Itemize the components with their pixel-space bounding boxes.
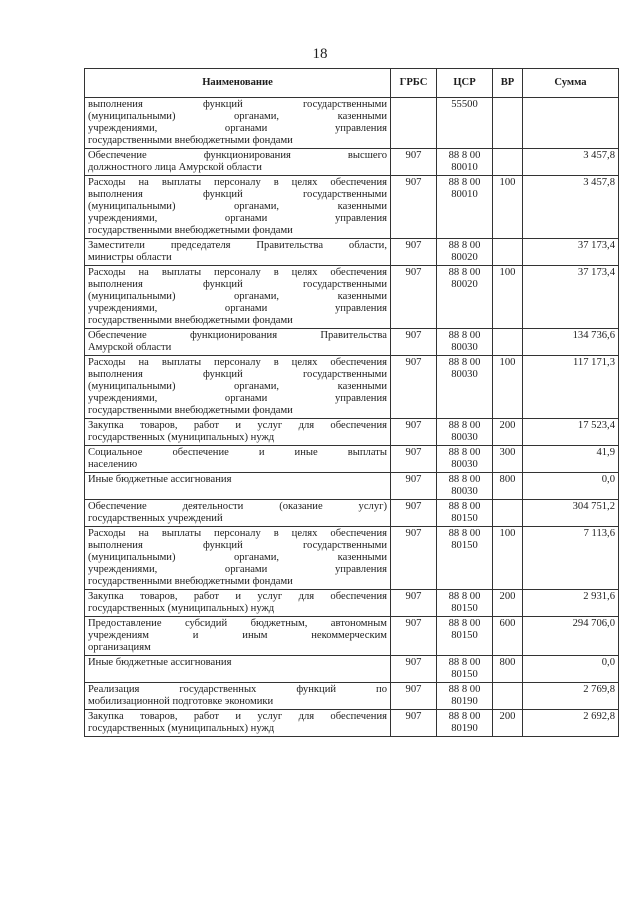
cell-vr: 200 — [493, 419, 523, 446]
name-line: Закупка товаров, работ и услуг для обеспечения — [88, 711, 387, 722]
budget-table — [84, 68, 619, 737]
cell-csr: 88 8 00 80010 — [437, 149, 493, 176]
cell-csr: 88 8 00 80020 — [437, 266, 493, 329]
name-line: Обеспечение функционирования Правительства — [88, 330, 387, 341]
name-line: мобилизационной подготовке экономики — [88, 696, 274, 707]
cell-name — [85, 656, 391, 683]
name-line: учреждениями, органами управления — [88, 213, 387, 224]
name-line: учреждениями, органами управления — [88, 393, 387, 404]
cell-vr — [493, 239, 523, 266]
cell-sum: 3 457,8 — [523, 176, 619, 239]
cell-vr — [493, 149, 523, 176]
table-row — [85, 617, 619, 656]
cell-name — [85, 446, 391, 473]
cell-name — [85, 683, 391, 710]
cell-sum: 7 113,6 — [523, 527, 619, 590]
name-line: (муниципальными) органами, казенными — [88, 201, 387, 212]
name-line: учреждениям и иным некоммерческим — [88, 630, 387, 641]
table-row — [85, 266, 619, 329]
cell-csr: 88 8 00 80150 — [437, 656, 493, 683]
table-row — [85, 239, 619, 266]
cell-name — [85, 176, 391, 239]
cell-vr: 200 — [493, 590, 523, 617]
cell-sum: 304 751,2 — [523, 500, 619, 527]
name-line: учреждениями, органами управления — [88, 303, 387, 314]
cell-csr: 88 8 00 80030 — [437, 473, 493, 500]
cell-vr: 100 — [493, 527, 523, 590]
cell-sum: 134 736,6 — [523, 329, 619, 356]
cell-vr: 100 — [493, 176, 523, 239]
name-line: государственных (муниципальных) нужд — [88, 603, 275, 614]
cell-vr: 800 — [493, 473, 523, 500]
table-row — [85, 419, 619, 446]
name-line: выполнения функций государственными — [88, 279, 387, 290]
page-number: 18 — [312, 46, 328, 62]
cell-vr — [493, 500, 523, 527]
cell-vr: 600 — [493, 617, 523, 656]
name-line: Заместители председателя Правительства области, — [88, 240, 387, 251]
name-line: (муниципальными) органами, казенными — [88, 552, 387, 563]
cell-grbs: 907 — [391, 329, 437, 356]
cell-name — [85, 617, 391, 656]
name-line: Социальное обеспечение и иные выплаты — [88, 447, 387, 458]
cell-csr: 88 8 00 80010 — [437, 176, 493, 239]
table-row — [85, 683, 619, 710]
table-row — [85, 176, 619, 239]
table-row — [85, 329, 619, 356]
cell-sum: 2 692,8 — [523, 710, 619, 737]
table-row — [85, 527, 619, 590]
header-name: Наименование — [85, 69, 391, 98]
cell-csr: 88 8 00 80020 — [437, 239, 493, 266]
name-line: Расходы на выплаты персоналу в целях обеспечения — [88, 528, 387, 539]
header-grbs: ГРБС — [391, 69, 437, 98]
cell-sum: 37 173,4 — [523, 239, 619, 266]
cell-name — [85, 239, 391, 266]
name-line: Закупка товаров, работ и услуг для обеспечения — [88, 420, 387, 431]
cell-name — [85, 527, 391, 590]
name-line: (муниципальными) органами, казенными — [88, 381, 387, 392]
cell-grbs: 907 — [391, 176, 437, 239]
table-body — [85, 98, 619, 737]
cell-grbs: 907 — [391, 149, 437, 176]
cell-csr: 88 8 00 80150 — [437, 590, 493, 617]
cell-name — [85, 590, 391, 617]
name-line: министры области — [88, 252, 172, 263]
table-row — [85, 149, 619, 176]
cell-vr: 100 — [493, 356, 523, 419]
name-line: государственных учреждений — [88, 513, 223, 524]
cell-sum: 37 173,4 — [523, 266, 619, 329]
cell-grbs: 907 — [391, 266, 437, 329]
cell-grbs: 907 — [391, 656, 437, 683]
name-line: Предоставление субсидий бюджетным, автономным — [88, 618, 387, 629]
name-line: государственными внебюджетными фондами — [88, 405, 293, 416]
name-line: Расходы на выплаты персоналу в целях обеспечения — [88, 357, 387, 368]
name-line: должностного лица Амурской области — [88, 162, 262, 173]
name-line: государственными внебюджетными фондами — [88, 315, 293, 326]
cell-vr: 100 — [493, 266, 523, 329]
cell-csr: 88 8 00 80150 — [437, 500, 493, 527]
cell-grbs: 907 — [391, 419, 437, 446]
cell-grbs: 907 — [391, 710, 437, 737]
name-line: организациям — [88, 642, 151, 653]
cell-grbs: 907 — [391, 239, 437, 266]
name-line: (муниципальными) органами, казенными — [88, 111, 387, 122]
cell-vr — [493, 98, 523, 149]
cell-sum: 294 706,0 — [523, 617, 619, 656]
table-row — [85, 356, 619, 419]
name-line: учреждениями, органами управления — [88, 123, 387, 134]
cell-grbs: 907 — [391, 500, 437, 527]
cell-name — [85, 329, 391, 356]
cell-grbs: 907 — [391, 683, 437, 710]
cell-name — [85, 98, 391, 149]
name-line: учреждениями, органами управления — [88, 564, 387, 575]
table-row — [85, 590, 619, 617]
name-line: населению — [88, 459, 138, 470]
table-row — [85, 98, 619, 149]
name-line: Иные бюджетные ассигнования — [88, 474, 232, 485]
cell-name — [85, 419, 391, 446]
cell-csr: 88 8 00 80030 — [437, 329, 493, 356]
name-line: выполнения функций государственными — [88, 540, 387, 551]
cell-name — [85, 149, 391, 176]
header-vr: ВР — [493, 69, 523, 98]
cell-sum: 0,0 — [523, 656, 619, 683]
table-row — [85, 500, 619, 527]
name-line: выполнения функций государственными — [88, 189, 387, 200]
cell-csr: 88 8 00 80190 — [437, 710, 493, 737]
cell-grbs: 907 — [391, 527, 437, 590]
name-line: выполнения функций государственными — [88, 369, 387, 380]
cell-name — [85, 500, 391, 527]
cell-csr: 88 8 00 80150 — [437, 617, 493, 656]
name-line: Обеспечение деятельности (оказание услуг) — [88, 501, 387, 512]
cell-sum: 17 523,4 — [523, 419, 619, 446]
name-line: Реализация государственных функций по — [88, 684, 387, 695]
cell-csr: 55500 — [437, 98, 493, 149]
cell-sum: 0,0 — [523, 473, 619, 500]
name-line: выполнения функций государственными — [88, 99, 387, 110]
cell-name — [85, 710, 391, 737]
table-row — [85, 710, 619, 737]
name-line: государственных (муниципальных) нужд — [88, 432, 275, 443]
cell-sum: 2 769,8 — [523, 683, 619, 710]
name-line: Расходы на выплаты персоналу в целях обеспечения — [88, 267, 387, 278]
cell-sum: 2 931,6 — [523, 590, 619, 617]
table-row — [85, 446, 619, 473]
cell-vr — [493, 329, 523, 356]
name-line: (муниципальными) органами, казенными — [88, 291, 387, 302]
cell-sum — [523, 98, 619, 149]
cell-vr: 300 — [493, 446, 523, 473]
cell-csr: 88 8 00 80030 — [437, 446, 493, 473]
cell-sum: 3 457,8 — [523, 149, 619, 176]
cell-vr — [493, 683, 523, 710]
header-row — [85, 69, 619, 98]
name-line: государственными внебюджетными фондами — [88, 576, 293, 587]
cell-csr: 88 8 00 80150 — [437, 527, 493, 590]
name-line: государственными внебюджетными фондами — [88, 135, 293, 146]
cell-csr: 88 8 00 80030 — [437, 356, 493, 419]
cell-grbs: 907 — [391, 617, 437, 656]
name-line: Обеспечение функционирования высшего — [88, 150, 387, 161]
cell-name — [85, 266, 391, 329]
name-line: Амурской области — [88, 342, 172, 353]
name-line: государственными внебюджетными фондами — [88, 225, 293, 236]
table-row — [85, 473, 619, 500]
cell-csr: 88 8 00 80190 — [437, 683, 493, 710]
cell-vr: 200 — [493, 710, 523, 737]
name-line: Закупка товаров, работ и услуг для обеспечения — [88, 591, 387, 602]
name-line: Иные бюджетные ассигнования — [88, 657, 232, 668]
cell-csr: 88 8 00 80030 — [437, 419, 493, 446]
cell-name — [85, 473, 391, 500]
name-line: Расходы на выплаты персоналу в целях обеспечения — [88, 177, 387, 188]
cell-sum: 117 171,3 — [523, 356, 619, 419]
cell-grbs: 907 — [391, 356, 437, 419]
name-line: государственных (муниципальных) нужд — [88, 723, 275, 734]
cell-name — [85, 356, 391, 419]
cell-grbs: 907 — [391, 590, 437, 617]
cell-vr: 800 — [493, 656, 523, 683]
header-csr: ЦСР — [437, 69, 493, 98]
table-header — [85, 69, 619, 98]
table-row — [85, 656, 619, 683]
cell-grbs — [391, 98, 437, 149]
cell-sum: 41,9 — [523, 446, 619, 473]
cell-grbs: 907 — [391, 473, 437, 500]
header-sum: Сумма — [523, 69, 619, 98]
cell-grbs: 907 — [391, 446, 437, 473]
